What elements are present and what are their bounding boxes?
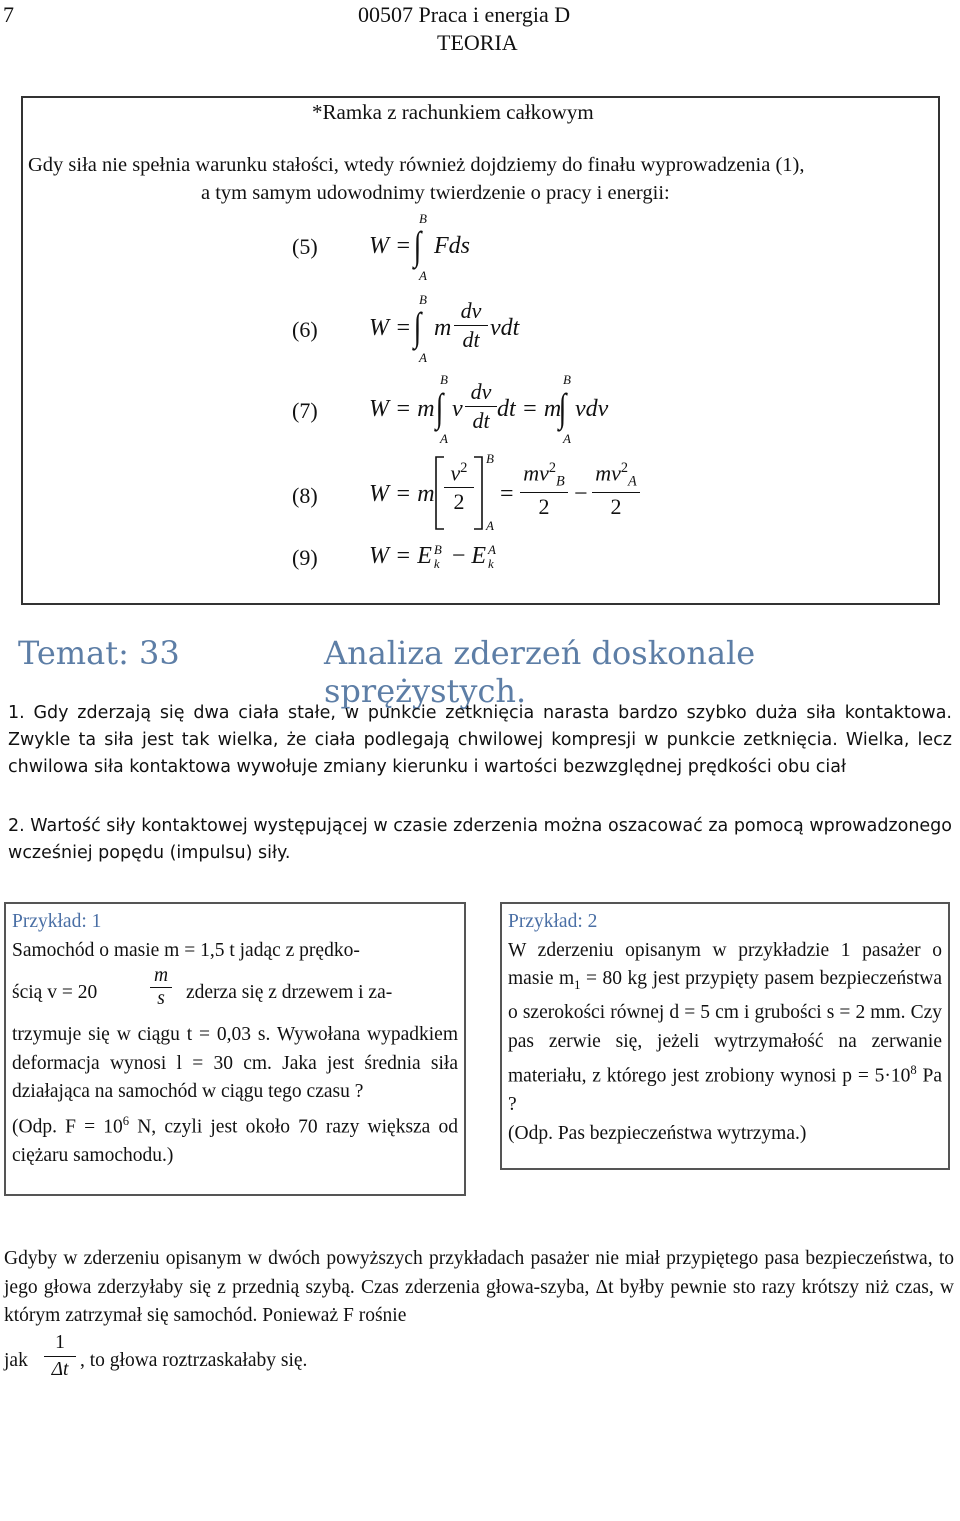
fraction-numerator: $mv^2_B$	[523, 460, 565, 490]
example-2-box	[500, 902, 950, 1170]
equation-8-bracket-upper: B	[486, 451, 494, 466]
equation-8-minus: −	[574, 481, 588, 507]
equation-7-lower-limit-2: A	[563, 431, 571, 446]
example-2-body: W zderzeniu opisanym w przykładzie 1 pasażer o masie $m_1 = 80$ kg jest przypięty pasem bezpieczeństwa o szerokości równej d = 5 cm i grubości s = 2 mm. Czy pas zerwie się, jeżeli wytrzymałość na zerwanie materiału, z którego jest zrobiony wynosi $p = 5\cdot 10^8$ Pa ?	[508, 939, 943, 1116]
example-1-line1: Samochód o masie m = 1,5 t jadąc z prędko-	[12, 939, 360, 961]
fraction-numerator: $v^2$	[450, 460, 468, 486]
fraction-numerator: dv	[460, 298, 482, 323]
example-1-line2: ścią v = 20 m s zderza się z drzewem i za-	[12, 965, 393, 1009]
equation-8-equals: =	[500, 481, 514, 507]
fraction-bar	[592, 492, 640, 493]
fraction-bar	[520, 492, 568, 493]
integral-sign-icon: ∫	[558, 385, 567, 430]
frame-intro-line1: Gdy siła nie spełnia warunku stałości, wtedy również dojdziemy do finału wyprowadzenia (1),	[28, 154, 805, 176]
equation-7-tail: vdv	[575, 396, 609, 422]
equation-7-upper-limit: B	[440, 372, 448, 387]
equation-6-lhs: W =	[369, 315, 412, 341]
equation-label-6: (6)	[292, 317, 318, 342]
equation-8-fraction	[444, 460, 474, 515]
section-label: TEORIA	[437, 30, 518, 55]
example-1-body: trzymuje się w ciągu t = 0,03 s. Wywołana wypadkiem deformacja wynosi l = 30 cm. Jaka jest średnia siła działająca na samochód w ciągu tego czasu ?	[12, 1024, 458, 1102]
equation-7-lhs: W = m	[369, 396, 435, 422]
fraction-bar	[454, 325, 488, 326]
equation-8-bracket-lower: A	[486, 518, 494, 533]
fraction-denominator: 2	[453, 489, 465, 515]
equation-7-velocity: v	[452, 396, 463, 422]
equation-8-lhs: W = m	[369, 481, 435, 507]
equation-6-fraction	[454, 298, 488, 353]
fraction-numerator: 1	[55, 1332, 65, 1353]
topic-title: Analiza zderzeń doskonale sprężystych.	[324, 634, 756, 710]
equation-5-lower-limit: A	[419, 268, 427, 283]
equation-6-upper-limit: B	[419, 292, 427, 307]
integral-sign-icon: ∫	[413, 304, 422, 349]
example-1-answer: (Odp. $F = 10^6$ N, czyli jest około 70 razy większa od ciężaru samochodu.)	[12, 1113, 458, 1166]
equation-7-upper-limit-2: B	[563, 372, 571, 387]
point-1: 1. Gdy zderzają się dwa ciała stałe, w punkcie zetknięcia narasta bardzo szybko duża siła kontaktowa. Zwykle ta siła jest tak wielka, że ciała podlegają chwilowej kompresji w punkcie zetknięcia. Wielka, lecz chwilowa siła kontaktowa wywołuje zmiany kierunku i wartości bezwzględnej prędkości obu ciał	[8, 703, 952, 777]
equation-label-7: (7)	[292, 398, 318, 423]
fraction-bar	[444, 487, 474, 488]
example-1-label: Przykład: 1	[12, 911, 102, 932]
equation-7-middle: dt = m	[497, 396, 562, 422]
equation-5-body: Fds	[434, 233, 470, 259]
equation-label-9: (9)	[292, 545, 318, 570]
example-2-label: Przykład: 2	[508, 911, 598, 932]
equation-7-lower-limit: A	[440, 431, 448, 446]
equation-label-8: (8)	[292, 483, 318, 508]
fraction-numerator: dv	[470, 379, 492, 404]
fraction-bar	[465, 406, 497, 407]
equation-7-fraction	[465, 379, 497, 434]
frame-intro-line2: a tym samym udowodnimy twierdzenie o pracy i energii:	[201, 182, 670, 204]
fraction-denominator: Δt	[51, 1359, 69, 1380]
frame-title: *Ramka z rachunkiem całkowym	[312, 100, 594, 124]
topic-label: Temat: 33	[18, 634, 180, 672]
integral-sign-icon: ∫	[435, 385, 444, 430]
page-number: 7	[3, 2, 14, 27]
equation-9: W = E B k − E A k	[369, 542, 496, 572]
unit-denominator: s	[157, 988, 165, 1009]
conclusion-text: Gdyby w zderzeniu opisanym w dwóch powyższych przykładach pasażer nie miał przypiętego pasa bezpieczeństwa, to jego głowa zderzyłaby się z przednią szybą. Czas zderzenia głowa-szyba, Δt byłby pewnie sto razy krótszy niż czas, w którym zatrzymał się samochód. Ponieważ F rośnie	[4, 1248, 954, 1326]
equation-label-5: (5)	[292, 234, 318, 259]
fraction-denominator: dt	[472, 408, 490, 433]
doc-title: 00507 Praca i energia D	[358, 2, 571, 27]
conclusion-formula: jak 1 Δt , to głowa roztrzaskałaby się.	[4, 1330, 604, 1390]
equation-6-mass: m	[434, 315, 452, 341]
equation-8-rhs2	[592, 460, 640, 520]
fraction-denominator: 2	[538, 493, 550, 519]
equation-6-tail: vdt	[490, 315, 520, 341]
fraction-denominator: 2	[610, 493, 622, 519]
point-2: 2. Wartość siły kontaktowej występującej w czasie zderzenia można oszacować za pomocą wprowadzonego wcześniej popędu (impulsu) siły.	[8, 816, 952, 863]
example-1-box	[4, 902, 466, 1196]
equation-5-lhs: W =	[369, 233, 412, 259]
fraction-denominator: dt	[462, 327, 480, 352]
equation-5-upper-limit: B	[419, 211, 427, 226]
fraction-numerator: $mv^2_A$	[595, 460, 637, 490]
equation-6-lower-limit: A	[419, 350, 427, 365]
example-2-answer: (Odp. Pas bezpieczeństwa wytrzyma.)	[508, 1122, 807, 1144]
integral-sign-icon: ∫	[413, 223, 422, 268]
equation-8-rhs1	[520, 460, 568, 520]
unit-numerator: m	[153, 965, 169, 986]
